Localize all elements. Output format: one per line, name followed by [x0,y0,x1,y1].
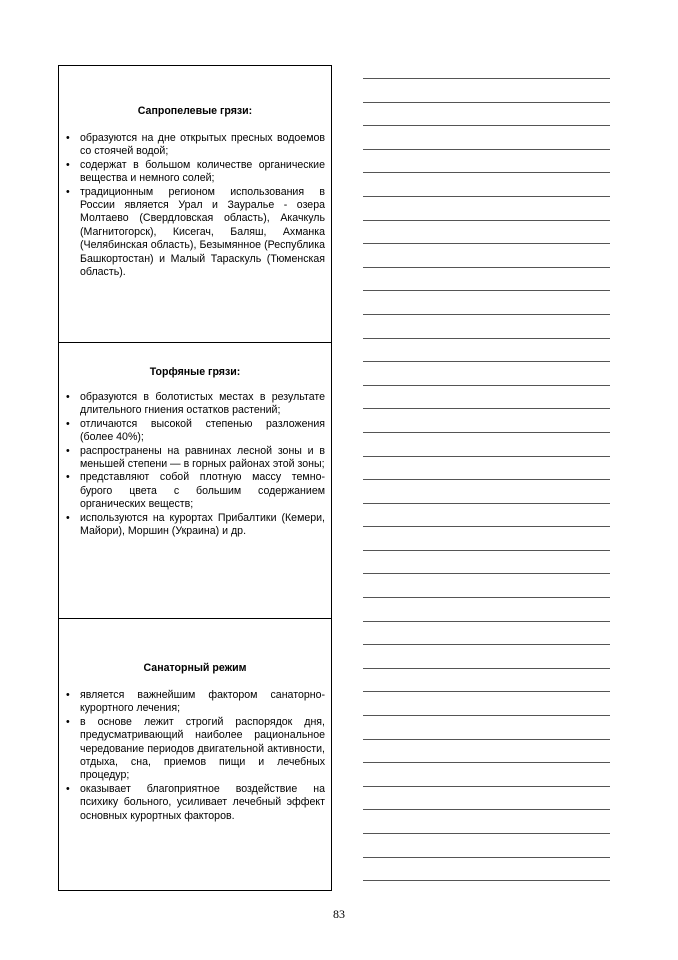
flashcard-table [58,65,332,891]
writing-lines [363,78,610,904]
list-item: • используются на курортах Прибалтики (Кемери, Майори), Моршин (Украина) и др. [65,512,325,539]
writing-line [363,644,610,645]
list-item: • представляют собой плотную массу темно-бурого цвета с большим содержанием органических веществ; [65,471,325,511]
writing-line [363,739,610,740]
writing-line [363,621,610,622]
card-sanatorium-regime [59,618,331,890]
writing-line [363,149,610,150]
list-item: • образуются на дне открытых пресных водоемов со стоячей водой; [65,132,325,159]
writing-line [363,408,610,409]
list-item: • отличаются высокой степенью разложения (более 40%); [65,418,325,445]
writing-line [363,385,610,386]
card-sapropel [59,66,331,342]
card-list [65,689,325,823]
writing-line [363,267,610,268]
writing-line [363,668,610,669]
page-number: 83 [333,907,345,921]
writing-line [363,125,610,126]
writing-line [363,503,610,504]
writing-line [363,338,610,339]
writing-line [363,762,610,763]
writing-line [363,290,610,291]
writing-line [363,196,610,197]
list-item: • оказывает благоприятное воздействие на психику больного, усиливает лечебный эффект основных курортных факторов. [65,783,325,823]
writing-line [363,573,610,574]
list-item: • содержат в большом количестве органические вещества и немного солей; [65,159,325,186]
writing-line [363,833,610,834]
list-item: • является важнейшим фактором санаторно-курортного лечения; [65,689,325,716]
card-title: Санаторный режим [143,662,247,674]
writing-line [363,880,610,881]
writing-line [363,243,610,244]
list-item: • в основе лежит строгий распорядок дня, предусматривающий наиболее рациональное чередование периодов двигательной активности, отдыха, сна, приемов пищи и лечебных процедур; [65,716,325,783]
writing-line [363,314,610,315]
writing-line [363,456,610,457]
writing-line [363,172,610,173]
card-list [65,391,325,538]
writing-line [363,691,610,692]
writing-line [363,809,610,810]
card-list [65,132,325,279]
writing-line [363,526,610,527]
list-item: • традиционным регионом использования в России является Урал и Зауралье - озера Молтаево (Свердловская область), Акачкуль (Магнитогорск), Кисегач, Баляш, Ахманка (Челябинская область), Безымянное (Республика Башкортостан) и Малый Тараскуль (Тюменская область). [65,186,325,280]
writing-line [363,786,610,787]
writing-line [363,479,610,480]
list-item: • распространены на равнинах лесной зоны и в меньшей степени — в горных районах этой зоны; [65,445,325,472]
card-peat [59,342,331,618]
writing-line [363,361,610,362]
writing-line [363,220,610,221]
writing-line [363,715,610,716]
writing-line [363,857,610,858]
writing-line [363,432,610,433]
card-title: Торфяные грязи: [149,366,241,378]
card-title: Сапропелевые грязи: [137,105,253,117]
list-item: • образуются в болотистых местах в результате длительного гниения остатков растений; [65,391,325,418]
writing-line [363,550,610,551]
writing-line [363,78,610,79]
writing-line [363,597,610,598]
writing-line [363,102,610,103]
